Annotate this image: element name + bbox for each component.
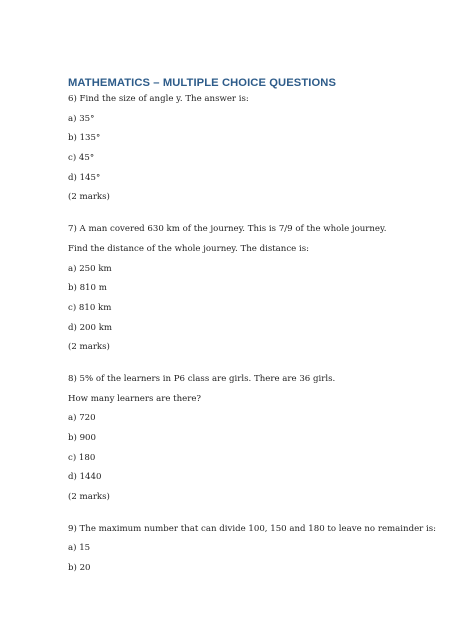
option-c: c) 810 km (68, 302, 112, 313)
marks-label: (2 marks) (68, 192, 110, 203)
option-d: d) 200 km (68, 322, 113, 333)
option-d: d) 145° (68, 172, 101, 183)
option-c: c) 180 (68, 452, 96, 463)
question-prompt-continued: Find the distance of the whole journey. The distance is: (68, 243, 310, 254)
marks-label: (2 marks) (68, 342, 110, 353)
question-prompt: 8) 5% of the learners in P6 class are girls. There are 36 girls. (68, 373, 336, 384)
option-a: a) 15 (68, 543, 91, 554)
option-b: b) 810 m (68, 283, 107, 294)
option-c: c) 45° (68, 153, 95, 164)
question-6 (68, 93, 444, 211)
question-prompt: 7) A man covered 630 km of the journey. This is 7/9 of the whole journey. (68, 224, 387, 235)
document-title: MATHEMATICS – MULTIPLE CHOICE QUESTIONS (68, 77, 337, 89)
option-a: a) 35° (68, 113, 95, 124)
option-a: a) 250 km (68, 263, 112, 274)
marks-label: (2 marks) (68, 492, 110, 503)
option-b: b) 135° (68, 133, 101, 144)
option-b: b) 900 (68, 433, 96, 443)
question-9 (68, 523, 444, 582)
question-prompt: 9) The maximum number that can divide 100, 150 and 180 to leave no remainder is: (68, 523, 437, 534)
question-prompt: 6) Find the size of angle y. The answer is: (68, 94, 249, 104)
option-a: a) 720 (68, 413, 96, 424)
option-b: b) 20 (68, 563, 91, 574)
option-d: d) 1440 (68, 472, 102, 483)
question-7 (68, 223, 444, 361)
question-prompt-continued: How many learners are there? (68, 393, 202, 404)
question-8 (68, 373, 444, 511)
